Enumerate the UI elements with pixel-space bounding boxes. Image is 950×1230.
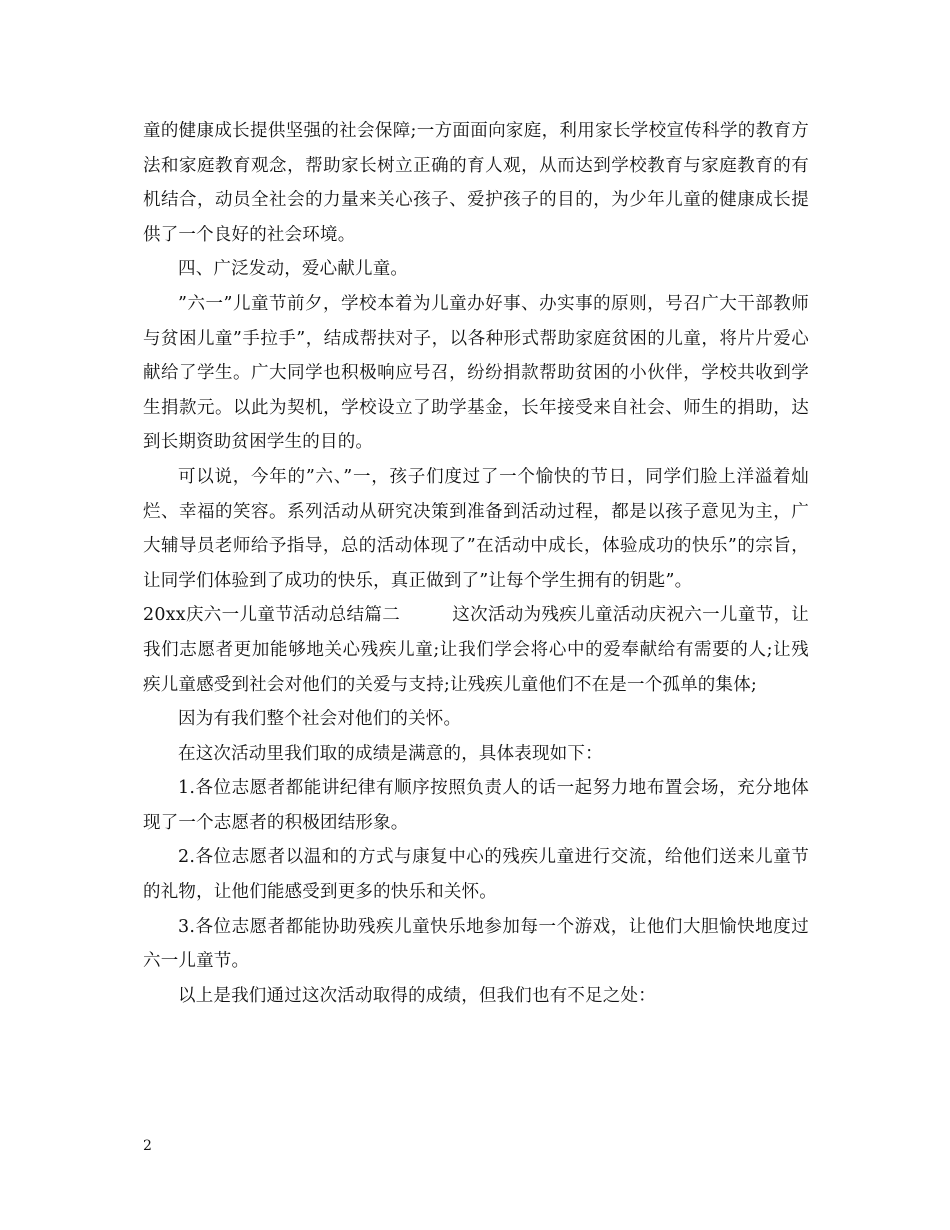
section-four-heading: 四、广泛发动，爱心献儿童。 (178, 259, 409, 280)
section-two-block (143, 598, 809, 702)
paragraph-results-intro: 在这次活动里我们取的成绩是满意的，具体表现如下： (178, 743, 603, 764)
list-item-1: 1.各位志愿者都能讲纪律有顺序按照负责人的话一起努力地布置会场，充分地体现了一个志愿者的积极团结形象。 (143, 778, 809, 833)
list-item-2: 2.各位志愿者以温和的方式与康复中心的残疾儿童进行交流，给他们送来儿童节的礼物，让他们能感受到更多的快乐和关怀。 (143, 847, 809, 903)
paragraph-charity: ”六一”儿童节前夕，学校本着为儿童办好事、办实事的原则，号召广大干部教师与贫困儿童”手拉手”，结成帮扶对子，以各种形式帮助家庭贫困的儿童，将片片爱心献给了学生。广大同学也积极响应号召，纷纷捐款帮助贫困的小伙伴，学校共收到学生捐款元。以此为契机，学校设立了助学基金，长年接受来自社会、师生的捐助，达到长期资助贫困学生的目的。 (143, 293, 809, 453)
list-item-3: 3.各位志愿者都能协助残疾儿童快乐地参加每一个游戏，让他们大胆愉快地度过六一儿童节。 (143, 916, 809, 972)
paragraph-summary: 可以说，今年的”六、”一，孩子们度过了一个愉快的节日，同学们脸上洋溢着灿烂、幸福的笑容。系列活动从研究决策到准备到活动过程，都是以孩子意见为主，广大辅导员老师给予指导，总的活动体现了”在活动中成长，体验成功的快乐”的宗旨，让同学们体验到了成功的快乐，真正做到了”让每个学生拥有的钥匙”。 (143, 466, 809, 591)
section-two-intro: 这次活动为残疾儿童活动庆祝六一儿童节，让我们志愿者更加能够地关心残疾儿童;让我们学会将心中的爱奉献给有需要的人;让残疾儿童感受到社会对他们的关爱与支持;让残疾儿童他们不在是一个孤单的集体; (143, 605, 809, 695)
paragraph-continued: 童的健康成长提供坚强的社会保障;一方面面向家庭，利用家长学校宣传科学的教育方法和家庭教育观念，帮助家长树立正确的育人观，从而达到学校教育与家庭教育的有机结合，动员全社会的力量来关心孩子、爱护孩子的目的，为少年儿童的健康成长提供了一个良好的社会环境。 (143, 121, 809, 245)
document-body (143, 114, 809, 1013)
paragraph-shortcomings: 以上是我们通过这次活动取得的成绩，但我们也有不足之处： (178, 985, 656, 1006)
page-number: 2 (143, 1138, 152, 1154)
section-two-heading: 20xx庆六一儿童节活动总结篇二 (143, 605, 401, 626)
paragraph-care: 因为有我们整个社会对他们的关怀。 (178, 709, 462, 730)
